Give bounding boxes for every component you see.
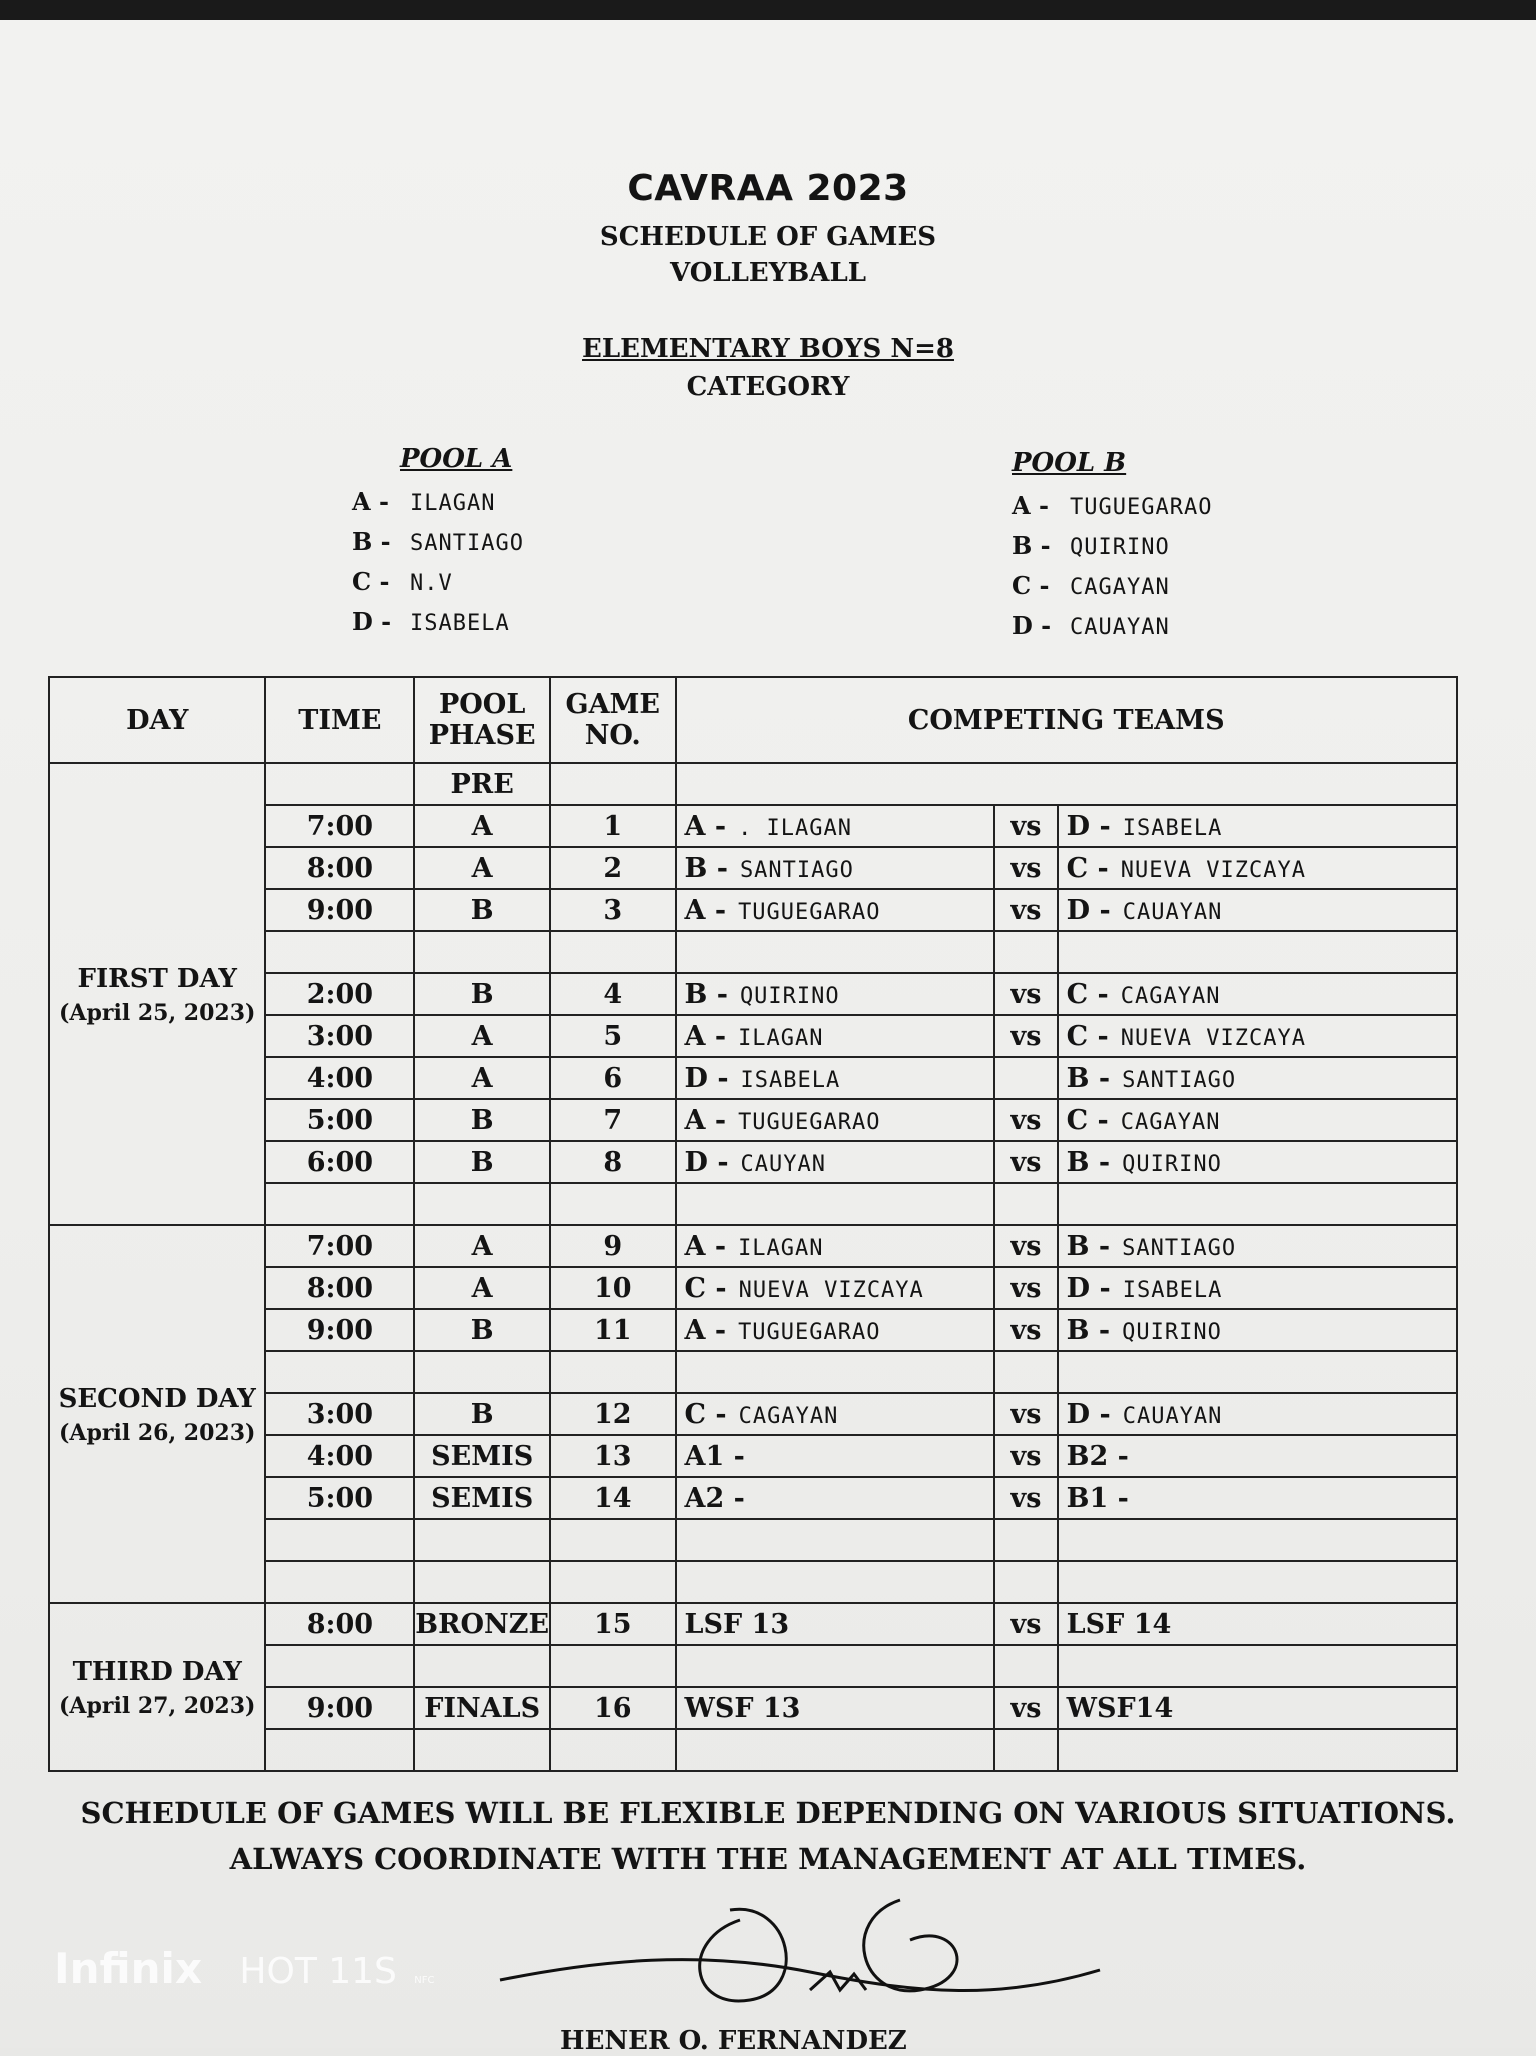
col-pool-phase: POOL PHASE — [414, 677, 550, 763]
pool-a — [352, 444, 524, 642]
org-title: CAVRAA 2023 — [627, 168, 909, 209]
pool-a-team: A - ILAGAN — [352, 487, 496, 516]
table-row: 5:00 SEMIS 14 A2 - vs B1 - — [49, 1477, 1457, 1519]
day-name: THIRD DAY — [72, 1657, 242, 1687]
pool-a-team: D - ISABELA — [352, 607, 510, 636]
table-row: SECOND DAY (April 26, 2023) 7:00 A 9 A - ILAGAN vs B - SANTIAGO — [49, 1225, 1457, 1267]
day-cell — [49, 763, 265, 1225]
table-row: 3:00 B 12 C - CAGAYAN vs D - CAUAYAN — [49, 1393, 1457, 1435]
table-row: 9:00 B 11 A - TUGUEGARAO vs B - QUIRINO — [49, 1309, 1457, 1351]
table-row: THIRD DAY (April 27, 2023) 8:00 BRONZE 15 LSF 13 vs LSF 14 — [49, 1603, 1457, 1645]
pool-a-team: C - N.V — [352, 567, 453, 596]
col-day: DAY — [49, 677, 265, 763]
pool-b-title: POOL B — [1012, 448, 1127, 478]
table-row: 2:00 B 4 B - QUIRINO vs C - CAGAYAN — [49, 973, 1457, 1015]
category-label: CATEGORY — [686, 372, 850, 402]
day-cell — [49, 1225, 265, 1603]
table-row: 7:00 A 1 A - . ILAGAN vs D - ISABELA — [49, 805, 1457, 847]
pool-b-team: D - CAUAYAN — [1012, 611, 1170, 640]
table-row: 4:00 A 6 D - ISABELA B - SANTIAGO — [49, 1057, 1457, 1099]
table-row: 8:00 A 10 C - NUEVA VIZCAYA vs D - ISABELA — [49, 1267, 1457, 1309]
day-name: FIRST DAY — [77, 964, 237, 994]
table-header-row — [49, 677, 1457, 763]
pool-b — [1012, 448, 1212, 646]
col-competing-teams: COMPETING TEAMS — [676, 677, 1458, 763]
watermark-brand: Infinix — [54, 1944, 203, 1993]
sport-title: VOLLEYBALL — [669, 258, 866, 288]
watermark-model: HOT 11S — [239, 1951, 397, 1992]
day-date: (April 26, 2023) — [59, 1420, 256, 1446]
watermark-nfc: NFC — [414, 1975, 435, 1986]
table-row: 3:00 A 5 A - ILAGAN vs C - NUEVA VIZCAYA — [49, 1015, 1457, 1057]
col-time: TIME — [265, 677, 414, 763]
table-row: 4:00 SEMIS 13 A1 - vs B2 - — [49, 1435, 1457, 1477]
day-date: (April 27, 2023) — [59, 1693, 256, 1719]
schedule-title: SCHEDULE OF GAMES — [599, 222, 937, 252]
pool-b-team: A - TUGUEGARAO — [1012, 491, 1213, 520]
pool-a-team: B - SANTIAGO — [352, 527, 524, 556]
day-name: SECOND DAY — [58, 1384, 256, 1414]
pool-a-title: POOL A — [400, 444, 513, 474]
footer-note-1: SCHEDULE OF GAMES WILL BE FLEXIBLE DEPENDING ON VARIOUS SITUATIONS. — [80, 1796, 1456, 1830]
category-line: ELEMENTARY BOYS N=8 — [582, 334, 954, 364]
table-row: 9:00 FINALS 16 WSF 13 vs WSF14 — [49, 1687, 1457, 1729]
table-row: 5:00 B 7 A - TUGUEGARAO vs C - CAGAYAN — [49, 1099, 1457, 1141]
signer-name: HENER O. FERNANDEZ — [560, 2026, 907, 2056]
day-date: (April 25, 2023) — [59, 1000, 256, 1026]
table-row: 6:00 B 8 D - CAUYAN vs B - QUIRINO — [49, 1141, 1457, 1183]
pool-b-team: B - QUIRINO — [1012, 531, 1170, 560]
pre-label: PRE — [414, 763, 550, 805]
table-row: 9:00 B 3 A - TUGUEGARAO vs D - CAUAYAN — [49, 889, 1457, 931]
table-row — [49, 763, 1457, 805]
col-game-no: GAME NO. — [550, 677, 675, 763]
schedule-table — [48, 676, 1458, 1772]
pool-b-team: C - CAGAYAN — [1012, 571, 1170, 600]
day-cell — [49, 1603, 265, 1771]
camera-watermark — [54, 1944, 434, 1993]
footer-note-2: ALWAYS COORDINATE WITH THE MANAGEMENT AT ALL TIMES. — [229, 1842, 1307, 1876]
signature — [480, 1880, 1120, 2030]
table-row: 8:00 A 2 B - SANTIAGO vs C - NUEVA VIZCAYA — [49, 847, 1457, 889]
